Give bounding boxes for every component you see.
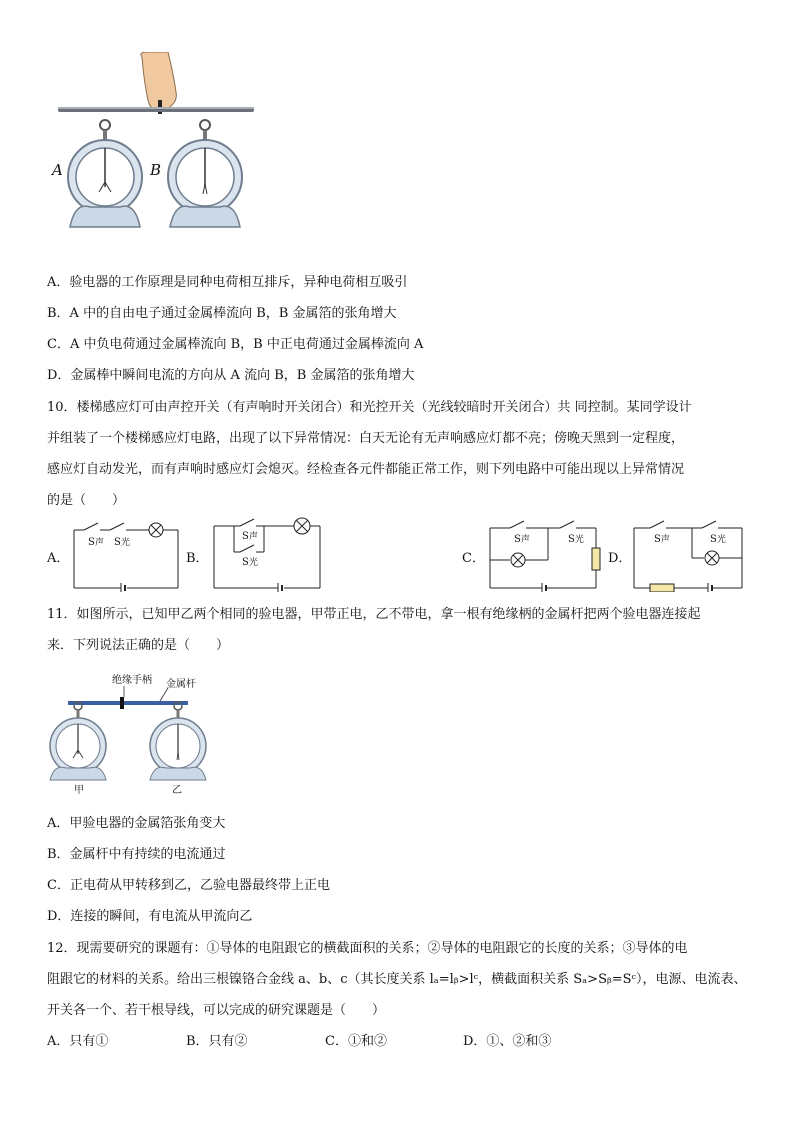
q10-stem-line2: 并组装了一个楼梯感应灯电路，出现了以下异常情况：白天无论有无声响感应灯都不亮；傍晚天黑到一定程度， bbox=[47, 431, 685, 446]
switch-sound-label: S bbox=[242, 531, 249, 542]
circuit-a bbox=[72, 520, 182, 596]
q11-option-b: B．金属杆中有持续的电流通过 bbox=[47, 847, 226, 862]
q10-stem-line3: 感应灯自动发光，而有声响时感应灯会熄灭。经检查各元件都能正常工作，则下列电路中可能出现以上异常情况 bbox=[47, 462, 685, 477]
electroscope-figure-2 bbox=[48, 668, 218, 796]
q12-stem-line3: 开关各一个、若干根导线，可以完成的研究课题是（ ） bbox=[47, 1003, 386, 1018]
q12-option-d: D．①、②和③ bbox=[463, 1034, 552, 1049]
q12-option-b: B．只有② bbox=[186, 1034, 248, 1049]
label-b: B bbox=[150, 161, 162, 179]
switch-light-label: S bbox=[710, 534, 717, 545]
q11-option-d: D．连接的瞬间，有电流从甲流向乙 bbox=[47, 909, 253, 924]
q11-option-a: A．甲验电器的金属箔张角变大 bbox=[47, 816, 226, 831]
switch-sound-sub: 声 bbox=[94, 538, 104, 548]
switch-sound-label: S bbox=[514, 534, 521, 545]
switch-light-label: S bbox=[242, 557, 249, 568]
switch-sound-sub: 声 bbox=[660, 535, 670, 545]
q10-option-c-label: C． bbox=[462, 551, 485, 566]
q11-stem-line1: 11．如图所示，已知甲乙两个相同的验电器，甲带正电，乙不带电，拿一根有绝缘柄的金属杆把两个验电器连接起 bbox=[47, 607, 701, 622]
circuit-b bbox=[212, 516, 324, 596]
jia-label: 甲 bbox=[74, 785, 84, 796]
switch-sound-sub: 声 bbox=[248, 532, 258, 542]
q9-option-a: A．验电器的工作原理是同种电荷相互排斥，异种电荷相互吸引 bbox=[47, 275, 408, 290]
q9-option-d: D．金属棒中瞬间电流的方向从 A 流向 B，B 金属箔的张角增大 bbox=[47, 368, 415, 383]
q12-stem-line1: 12．现需要研究的课题有：①导体的电阻跟它的横截面积的关系；②导体的电阻跟它的长度的关系；③导体的电 bbox=[47, 941, 688, 956]
switch-light-sub: 光 bbox=[574, 535, 584, 545]
switch-light-sub: 光 bbox=[716, 535, 726, 545]
electroscope-figure-1 bbox=[50, 52, 265, 232]
electroscope-illustration bbox=[50, 52, 265, 232]
q10-stem-line1: 10．楼梯感应灯可由声控开关（有声响时开关闭合）和光控开关（光线较暗时开关闭合）共 同控制。某同学设计 bbox=[47, 400, 692, 415]
q9-option-c: C．A 中负电荷通过金属棒流向 B，B 中正电荷通过金属棒流向 A bbox=[47, 337, 424, 352]
q9-option-b: B．A 中的自由电子通过金属棒流向 B，B 金属箔的张角增大 bbox=[47, 306, 397, 321]
switch-sound-label: S bbox=[654, 534, 661, 545]
q10-option-d-label: D． bbox=[608, 551, 632, 566]
q10-option-b-label: B． bbox=[186, 551, 209, 566]
switch-sound-sub: 声 bbox=[520, 535, 530, 545]
q12-stem-line2: 阻跟它的材料的关系。给出三根镍铬合金线 a、b、c（其长度关系 lₐ=lᵦ>lᶜ，横截面积关系 Sₐ>Sᵦ=Sᶜ），电源、电流表、 bbox=[47, 972, 747, 987]
electroscope-b bbox=[168, 120, 242, 227]
label-a: A bbox=[52, 161, 63, 179]
switch-light-sub: 光 bbox=[248, 558, 258, 568]
metal-rod-label: 金属杆 bbox=[166, 679, 196, 690]
electroscope-a bbox=[68, 120, 142, 227]
switch-light-sub: 光 bbox=[120, 538, 130, 548]
switch-light-label: S bbox=[114, 537, 121, 548]
yi-label: 乙 bbox=[172, 785, 182, 796]
switch-sound-label: S bbox=[88, 537, 95, 548]
q11-stem-line2: 来．下列说法正确的是（ ） bbox=[47, 638, 230, 653]
circuit-d bbox=[632, 516, 748, 596]
q12-option-a: A．只有① bbox=[47, 1034, 109, 1049]
q10-stem-line4: 的是（ ） bbox=[47, 493, 126, 508]
q11-option-c: C．正电荷从甲转移到乙，乙验电器最终带上正电 bbox=[47, 878, 330, 893]
circuit-c bbox=[488, 516, 604, 596]
insulating-handle-label: 绝缘手柄 bbox=[112, 675, 152, 686]
q10-option-a-label: A． bbox=[47, 551, 70, 566]
switch-light-label: S bbox=[568, 534, 575, 545]
q12-option-c: C．①和② bbox=[325, 1034, 387, 1049]
